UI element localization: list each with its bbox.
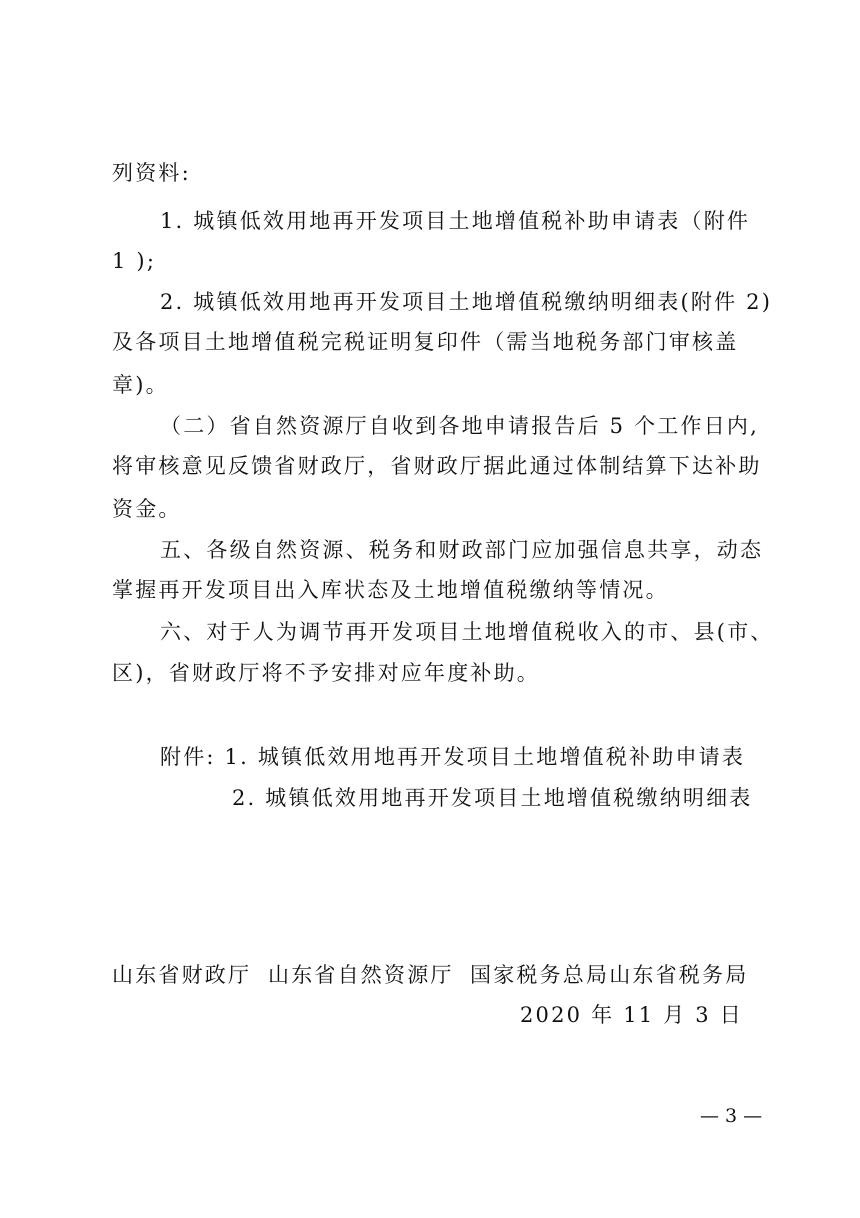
signature-org-finance: 山东省财政厅 xyxy=(112,963,252,987)
body-line-12: 六、对于人为调节再开发项目土地增值税收入的市、县(市、 xyxy=(160,620,774,644)
page-number: — 3 — xyxy=(700,1105,763,1127)
attachment-line-2: 2. 城镇低效用地再开发项目土地增值税缴纳明细表 xyxy=(232,786,753,810)
body-line-10: 五、各级自然资源、税务和财政部门应加强信息共享，动态 xyxy=(160,538,764,562)
signature-org-natural-resources: 山东省自然资源厅 xyxy=(268,963,454,987)
body-line-3: 1 ); xyxy=(112,249,157,273)
body-line-1: 列资料: xyxy=(112,161,191,185)
body-line-11: 掌握再开发项目出入库状态及土地增值税缴纳等情况。 xyxy=(112,578,669,602)
body-line-9: 资金。 xyxy=(112,497,182,521)
signature-org-tax: 国家税务总局山东省税务局 xyxy=(470,963,749,987)
body-line-6: 章)。 xyxy=(112,373,169,397)
body-line-2: 1. 城镇低效用地再开发项目土地增值税补助申请表（附件 xyxy=(160,209,751,233)
body-line-13: 区)，省财政厅将不予安排对应年度补助。 xyxy=(112,661,540,685)
body-line-8: 将审核意见反馈省财政厅，省财政厅据此通过体制结算下达补助 xyxy=(112,454,762,478)
body-line-5: 及各项目土地增值税完税证明复印件（需当地税务部门审核盖 xyxy=(112,330,739,354)
attachment-line-1: 附件: 1. 城镇低效用地再开发项目土地增值税补助申请表 xyxy=(160,745,746,769)
signature-date: 2020 年 11 月 3 日 xyxy=(520,1003,743,1027)
body-line-7: （二）省自然资源厅自收到各地申请报告后 5 个工作日内, xyxy=(160,414,759,438)
body-line-4: 2. 城镇低效用地再开发项目土地增值税缴纳明细表(附件 2) xyxy=(160,290,773,314)
